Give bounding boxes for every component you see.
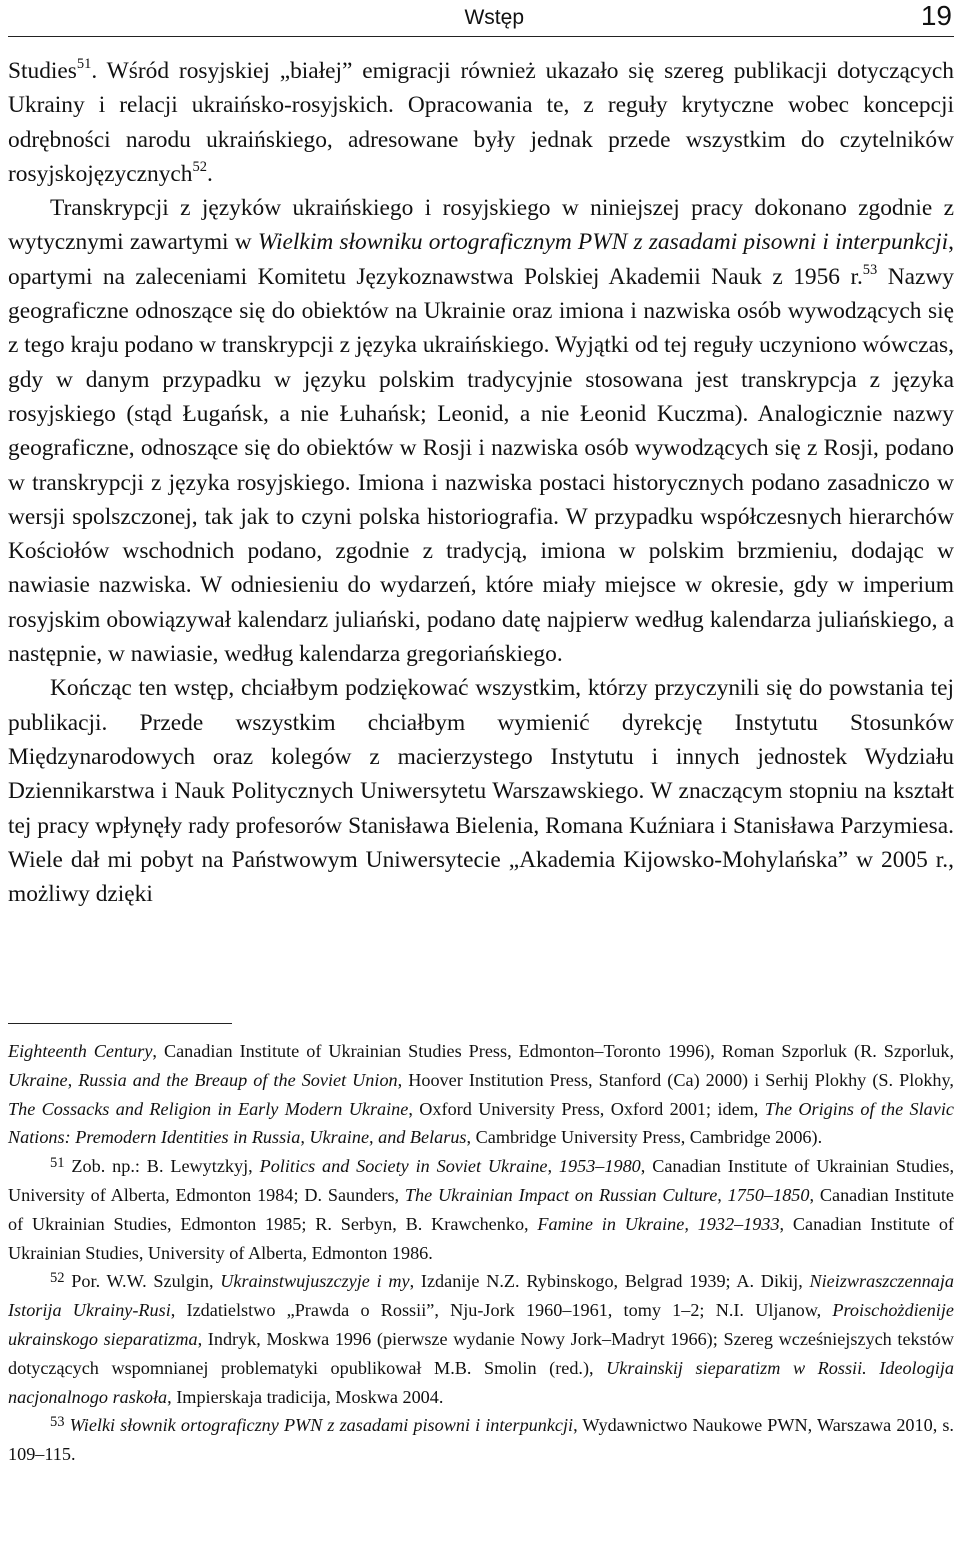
book-title: Ukraine, Russia and the Breaup of the Soviet Union <box>8 1069 398 1090</box>
book-title: Nieizwraszczennaja Istorija Ukrainy-Rusi <box>8 1271 954 1321</box>
footnote-ref-52[interactable]: 52 <box>192 159 207 176</box>
footnote-separator <box>8 1023 232 1024</box>
book-title: Wielki słownik ortograficzny PWN z zasadami pisowni i interpunkcji <box>69 1415 574 1436</box>
text-run: , Canadian Institute of Ukrainian Studies, University of Alberta, Edmonton 1986. <box>8 1213 954 1263</box>
text-run: Por. W.W. Szulgin, <box>64 1271 221 1292</box>
book-title: Politics and Society in Soviet Ukraine, 1953–1980 <box>259 1156 641 1177</box>
text-run: Zob. np.: B. Lewytzkyj, <box>64 1156 260 1177</box>
text-run: , Canadian Institute of Ukrainian Studies, Edmonton 1985; R. Serbyn, B. Krawchenko, <box>8 1184 954 1234</box>
book-title: Eighteenth Century <box>8 1041 153 1061</box>
paragraph-1 <box>8 54 954 191</box>
footnote-number: 51 <box>50 1155 65 1172</box>
text-run: . Wśród rosyjskiej „białej” emigracji również ukazało się szereg publikacji dotyczących Ukrainy i relacji ukraińsko-rosyjskich. Opracowania te, z reguły krytyczne wobec koncepcji odrębności narodu ukraińskiego, adresowane były jednak przede wszystkim do czytelników rosyjskojęzycznych <box>8 58 954 187</box>
book-title: Proischożdienije ukrainskogo sieparatizma <box>8 1300 954 1349</box>
text-run: Kończąc ten wstęp, chciałbym podziękować wszystkim, którzy przyczynili się do powstania tej publikacji. Przede wszystkim chciałbym wymienić dyrekcję Instytutu Stosunków Międzynarodowych oraz kolegów z macierzystego Instytutu i innych jednostek Wydziału Dziennikarstwa i Nauk Politycznych Uniwersytetu Warszawskiego. W znaczącym stopniu na kształt tej pracy wpłynęły rady profesorów Stanisława Bielenia, Romana Kuźniara i Stanisława Parzymiesa. Wiele dał mi pobyt na Państwowym Uniwersytecie „Akademia Kijowsko-Mohylańska” w 2005 r., możliwy dzięki <box>8 675 954 908</box>
text-run: , Hoover Institution Press, Stanford (Ca) 2000) i Serhij Plokhy (S. Plokhy, <box>397 1069 954 1090</box>
footnotes <box>8 1037 954 1469</box>
footnote-number: 52 <box>50 1270 65 1287</box>
text-run: , Izdanije N.Z. Rybinskogo, Belgrad 1939; A. Dikij, <box>409 1271 810 1292</box>
book-title: Famine in Ukraine, 1932–1933 <box>537 1213 780 1234</box>
footnote-52 <box>8 1267 954 1411</box>
book-title: Ukrainskij sieparatizm w Rossii. Ideologija nacjonalnogo raskoła <box>8 1357 954 1407</box>
book-title: Ukrainstwujuszczyje i my <box>220 1271 410 1292</box>
paragraph-3 <box>8 671 954 911</box>
page-number: 19 <box>920 0 952 31</box>
dictionary-title: Wielkim słowniku ortograficznym PWN z zasadami pisowni i interpunkcji <box>257 229 949 256</box>
text-run: , opartymi na zaleceniami Komitetu Językoznawstwa Polskiej Akademii Nauk z 1956 r. <box>8 229 954 290</box>
text-run: , Cambridge University Press, Cambridge 2006). <box>466 1127 823 1148</box>
main-text <box>8 54 954 911</box>
text-run: Transkrypcji z języków ukraińskiego i rosyjskiego w niniejszej pracy dokonano zgodnie z wytycznymi zawartymi w <box>8 195 954 256</box>
text-run: , Wydawnictwo Naukowe PWN, Warszawa 2010, s. 109–115. <box>8 1415 954 1465</box>
book-title: The Ukrainian Impact on Russian Culture, 1750–1850 <box>404 1184 810 1205</box>
footnote-ref-53[interactable]: 53 <box>862 262 878 279</box>
footnote-53 <box>8 1411 954 1469</box>
header-rule <box>8 36 954 37</box>
paragraph-2 <box>8 191 954 671</box>
text-run: , Oxford University Press, Oxford 2001; idem, <box>408 1098 765 1119</box>
text-run: , Canadian Institute of Ukrainian Studies Press, Edmonton–Toronto 1996), Roman Szporluk (R. Szporluk, <box>152 1041 954 1061</box>
footnote-number: 53 <box>50 1414 65 1431</box>
text-run: . <box>206 160 213 187</box>
footnote-51 <box>8 1152 954 1267</box>
footnote-ref-51[interactable]: 51 <box>76 56 92 73</box>
text-run: , Izdatielstwo „Prawda o Rossii”, Nju-Jork 1960–1961, tomy 1–2; N.I. Uljanow, <box>170 1300 833 1321</box>
text-run: , Canadian Institute of Ukrainian Studies, University of Alberta, Edmonton 1984; D. Saunders, <box>8 1156 954 1205</box>
text-run: Studies <box>8 58 77 84</box>
footnote-continuation <box>8 1037 954 1152</box>
text-run: , Impierskaja tradicija, Moskwa 2004. <box>167 1386 444 1407</box>
page-header <box>8 0 954 38</box>
book-title: The Origins of the Slavic Nations: Premodern Identities in Russia, Ukraine, and Belarus <box>8 1098 954 1148</box>
book-title: The Cossacks and Religion in Early Modern Ukraine <box>8 1098 409 1119</box>
text-run: , Indryk, Moskwa 1996 (pierwsze wydanie Nowy Jork–Madryt 1966); Szereg wcześniejszych tekstów dotyczących wspomnianej problematyki opublikował M.B. Smolin (red.), <box>8 1328 954 1378</box>
text-run: Nazwy geograficzne odnoszące się do obiektów na Ukrainie oraz imiona i nazwiska osób wywodzących się z tego kraju podano w transkrypcji z języka ukraińskiego. Wyjątki od tej reguły uczyniono wówczas, gdy w danym przypadku w języku polskim tradycyjnie stosowana jest transkrypcja z języka rosyjskiego (stąd Ługańsk, a nie Łuhańsk; Leonid, a nie Łeonid Kuczma). Analogicznie nazwy geograficzne, odnoszące się do obiektów w Rosji i nazwiska osób wywodzących się z Rosji, podano w transkrypcji z języka rosyjskiego. Imiona i nazwiska postaci historycznych podano zasadniczo w wersji spolszczonej, tak jak to czyni polska historiografia. W przypadku współczesnych hierarchów Kościołów wschodnich podano, zgodnie z tradycją, imiona w polskim brzmieniu, dodając w nawiasie nazwiska. W odniesieniu do wydarzeń, które miały miejsce w okresie, gdy w imperium rosyjskim obowiązywał kalendarz juliański, podano datę najpierw według kalendarza juliańskiego, a następnie, w nawiasie, według kalendarza gregoriańskiego. <box>8 263 954 668</box>
running-title: Wstęp <box>464 6 524 29</box>
